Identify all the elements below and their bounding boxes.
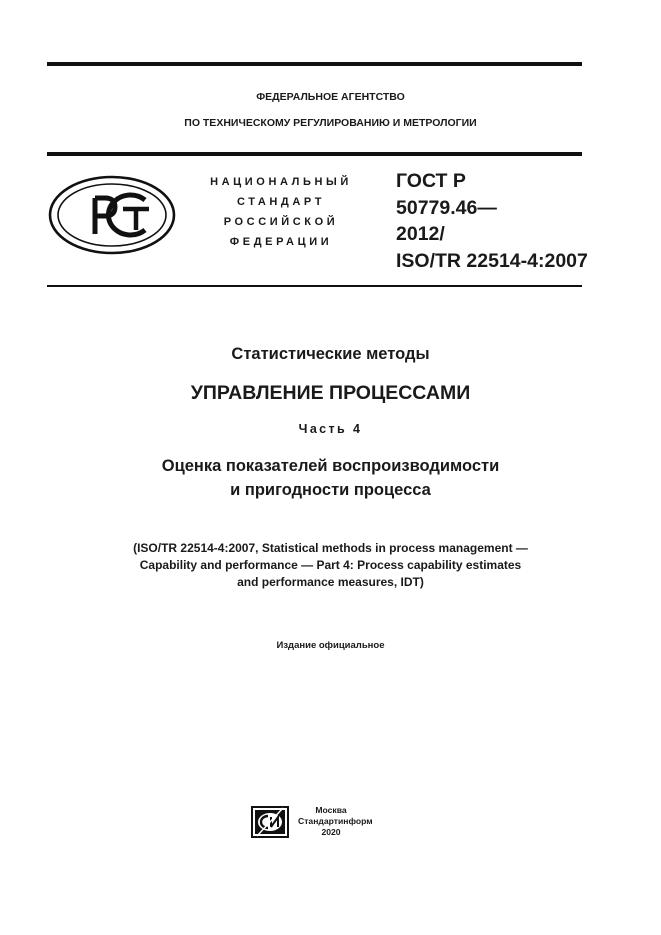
designation-line: ISO/TR 22514-4:2007: [396, 249, 588, 272]
standard-block-divider: [47, 285, 582, 287]
intl-line: and performance measures, IDT): [237, 575, 424, 589]
international-reference: [0, 540, 661, 591]
standartinform-logo-icon: [251, 806, 289, 838]
agency-line-2: ПО ТЕХНИЧЕСКОМУ РЕГУЛИРОВАНИЮ И МЕТРОЛОГИИ: [184, 117, 477, 129]
header-divider: [47, 152, 582, 156]
designation-line: 50779.46—: [396, 196, 497, 219]
subtitle: [0, 454, 661, 502]
top-rule: [47, 62, 582, 66]
national-line: НАЦИОНАЛЬНЫЙ: [210, 176, 352, 188]
national-line: СТАНДАРТ: [236, 196, 326, 208]
publisher-city: Москва: [315, 805, 347, 815]
national-line: ФЕДЕРАЦИИ: [229, 236, 333, 248]
national-standard-label: [196, 172, 366, 252]
intl-line: (ISO/TR 22514-4:2007, Statistical methods in process management —: [133, 541, 528, 555]
national-line: РОССИЙСКОЙ: [223, 216, 339, 228]
standard-designation: [396, 168, 588, 274]
rst-conformity-mark-icon: [47, 174, 177, 256]
subtitle-line: Оценка показателей воспроизводимости: [161, 457, 500, 475]
designation-line: 2012/: [396, 223, 445, 245]
intl-line: Capability and performance — Part 4: Process capability estimates: [139, 558, 522, 572]
main-title: УПРАВЛЕНИЕ ПРОЦЕССАМИ: [190, 382, 471, 404]
publisher-year: 2020: [321, 827, 341, 837]
designation-line: ГОСТ Р: [396, 170, 466, 192]
subject-heading: Статистические методы: [231, 345, 430, 363]
part-number: Часть 4: [298, 422, 363, 436]
agency-line-1: ФЕДЕРАЛЬНОЕ АГЕНТСТВО: [256, 91, 405, 103]
publisher-info: [298, 805, 373, 838]
subtitle-line: и пригодности процесса: [230, 481, 431, 499]
edition-label: Издание официальное: [276, 640, 385, 651]
publisher-name: Стандартинформ: [298, 816, 373, 826]
